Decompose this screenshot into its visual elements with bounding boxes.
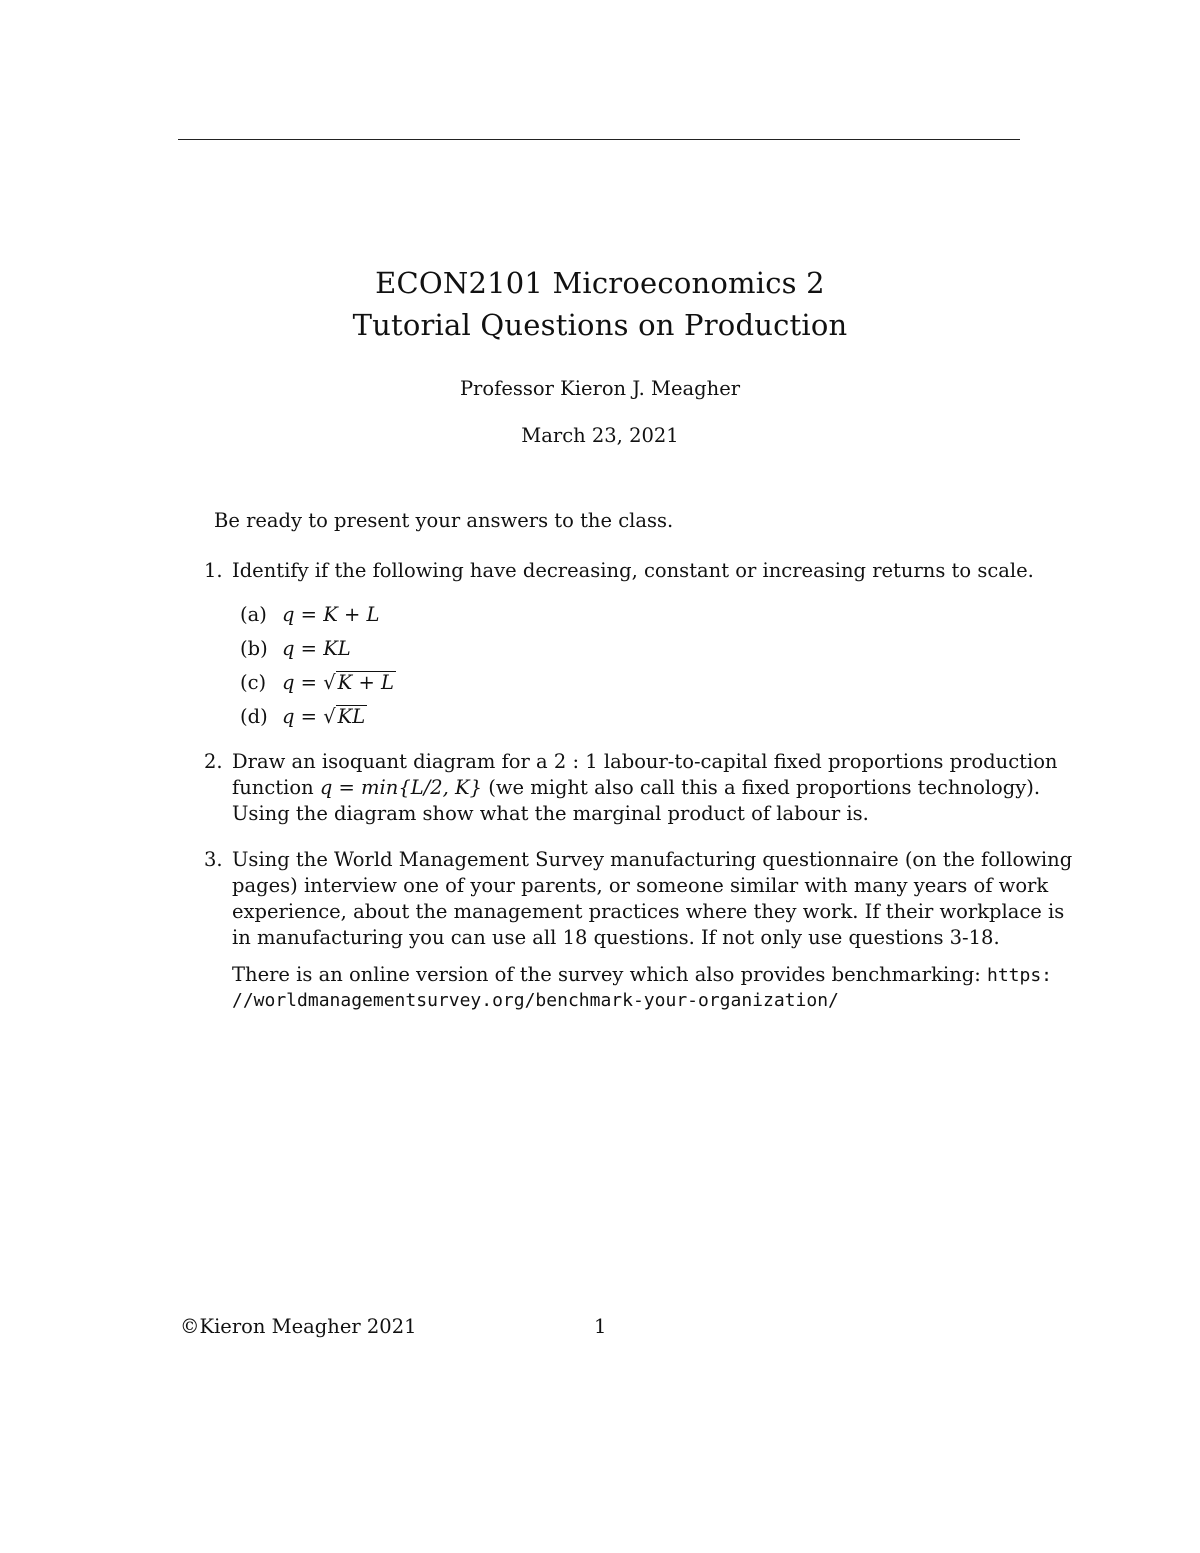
benchmark-link-part-2[interactable]: //worldmanagementsurvey.org/benchmark-your-organization/ [232,990,839,1011]
question-2-line-2-post: (we might also call this a fixed proportions technology). [482,776,1041,799]
intro-text: Be ready to present your answers to the class. [214,509,674,532]
part-d-lhs: q [282,705,295,728]
sqrt-symbol: √ KL [323,705,366,728]
part-b-lhs: q [282,637,295,660]
question-1-text: Identify if the following have decreasing, constant or increasing returns to scale. [232,559,1034,582]
part-b-eq: = [294,637,324,660]
part-b-formula [282,636,351,662]
page-number: 1 [594,1315,607,1338]
footer-copyright: ©Kieron Meagher 2021 [180,1315,417,1338]
production-function: q = min{L/2, K} [319,776,483,799]
part-a-rhs: K + L [323,603,380,626]
part-c-label: (c) [240,671,267,694]
benchmark-text: There is an online version of the survey which also provides benchmarking: [232,963,987,986]
question-3-line-1: Using the World Management Survey manufacturing questionnaire (on the following [232,848,1073,871]
part-b-rhs: KL [323,637,351,660]
part-a-lhs: q [282,603,295,626]
question-2-line-3: Using the diagram show what the marginal product of labour is. [232,802,869,825]
question-1-number: 1. [204,559,223,582]
part-c-lhs: q [282,671,295,694]
header-rule [178,139,1020,140]
question-2-line-2-pre: function [232,776,320,799]
question-2-line-1: Draw an isoquant diagram for a 2 : 1 labour-to-capital fixed proportions production [232,750,1058,773]
sqrt-symbol: √ K + L [323,671,394,694]
question-2-line-2 [232,775,1040,801]
part-d-eq: = [294,705,324,728]
date: March 23, 2021 [521,424,679,447]
question-3-line-5 [232,962,1052,989]
question-3-line-3: experience, about the management practices where they work. If their workplace is [232,900,1065,923]
document-title: ECON2101 Microeconomics 2 [375,266,825,300]
benchmark-link-part-1[interactable]: https: [987,965,1053,986]
part-c-rhs: K + L [337,671,394,694]
part-a-formula [282,602,380,628]
part-b-label: (b) [240,637,268,660]
part-a-eq: = [294,603,324,626]
question-3-line-4: in manufacturing you can use all 18 questions. If not only use questions 3-18. [232,926,1000,949]
question-3-line-2: pages) interview one of your parents, or someone similar with many years of work [232,874,1049,897]
part-c-formula [282,670,396,696]
document-subtitle: Tutorial Questions on Production [352,308,848,342]
question-2-number: 2. [204,750,223,773]
part-a-label: (a) [240,603,267,626]
question-3-number: 3. [204,848,223,871]
part-d-formula [282,704,367,730]
part-c-eq: = [294,671,324,694]
part-d-label: (d) [240,705,268,728]
author: Professor Kieron J. Meagher [459,377,741,400]
part-d-rhs: KL [337,705,366,728]
